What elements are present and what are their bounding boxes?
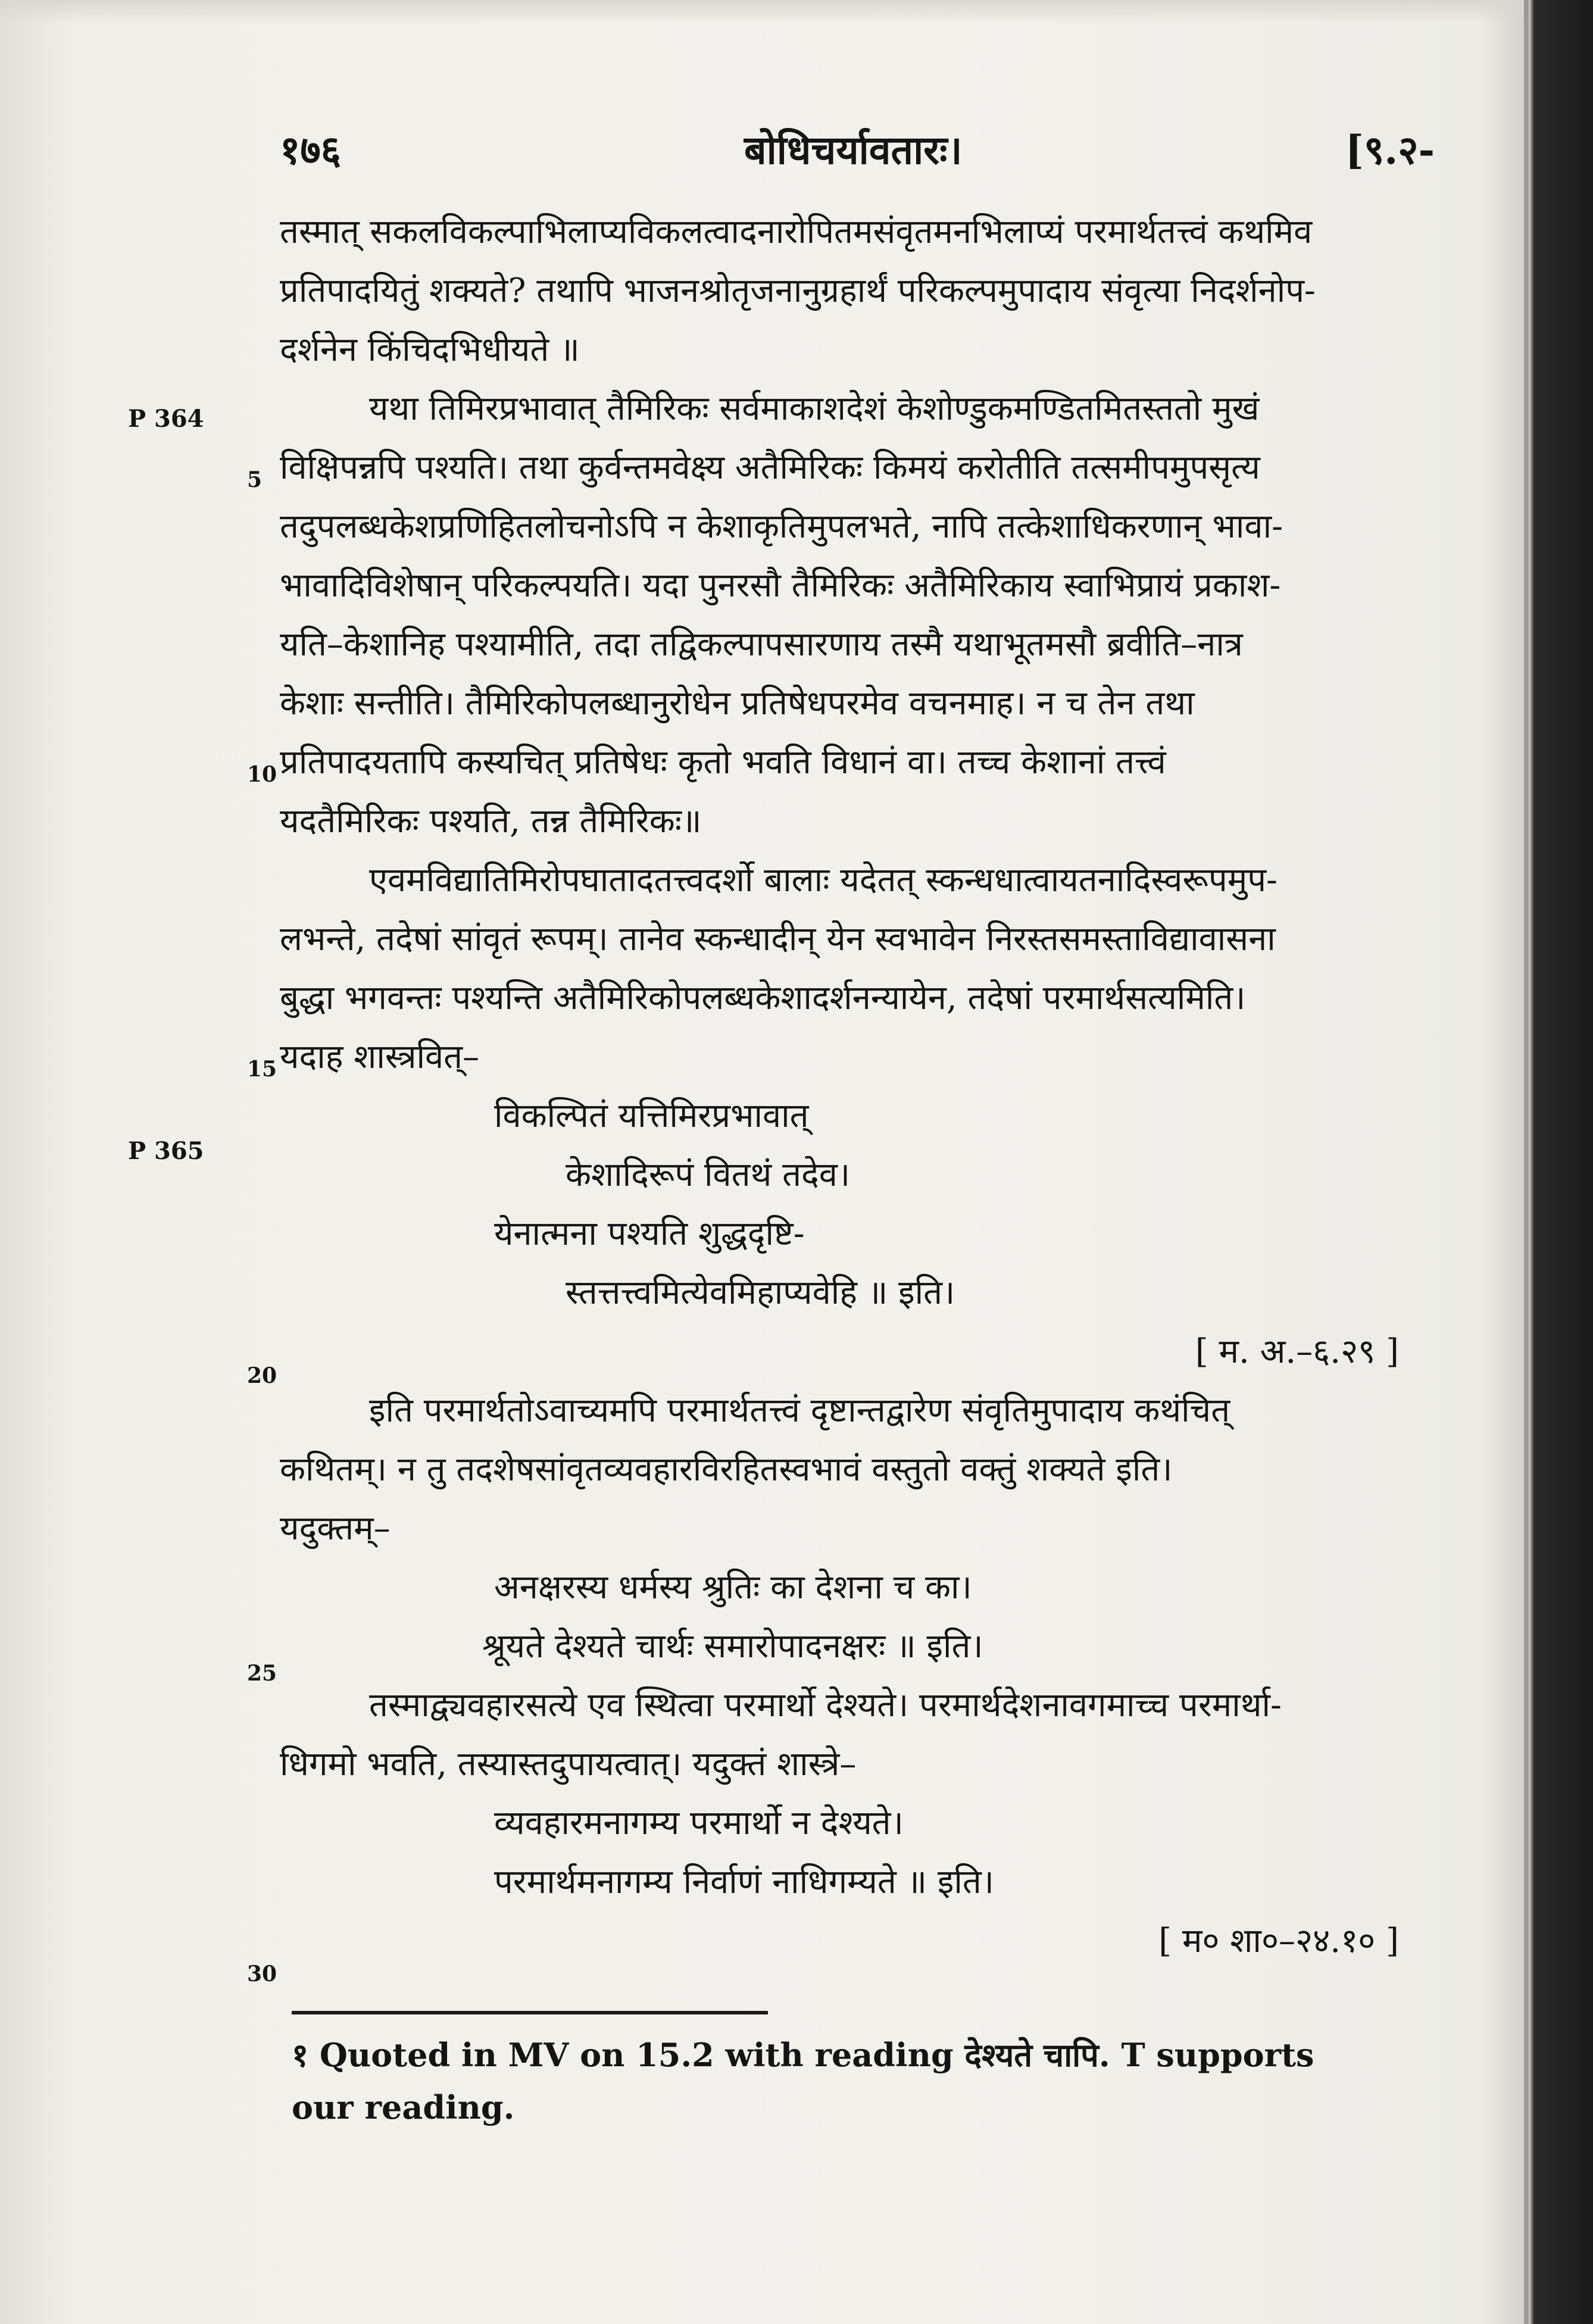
section-reference: [९.२- <box>1345 127 1435 173</box>
text-line: धिगमो भवति, तस्यास्तदुपायत्वात्। यदुक्तं शास्त्रे– <box>280 1745 857 1783</box>
text-line: यति–केशानिह पश्यामीति, तदा तद्विकल्पापसारणाय तस्मै यथाभूतमसौ ब्रवीति–नात्र <box>280 625 1243 664</box>
footnote <box>292 2029 1423 2134</box>
text-line: केशाः सन्तीति। तैमिरिकोपलब्धानुरोधेन प्रतिषेधपरमेव वचनमाह। न च तेन तथा <box>280 684 1195 723</box>
verse-line: अनक्षरस्य धर्मस्य श्रुतिः का देशना च का। <box>494 1568 972 1607</box>
text-line: यदुक्तम्– <box>280 1509 391 1548</box>
verse-line: श्रूयते देश्यते चार्थः समारोपादनक्षरः ॥ इति। <box>482 1627 983 1666</box>
footnote-rule <box>292 2011 768 2014</box>
text-line: बुद्धा भगवन्तः पश्यन्ति अतैमिरिकोपलब्धकेशादर्शनन्यायेन, तदेषां परमार्थसत्यमिति। <box>280 979 1246 1017</box>
text-line: एवमविद्यातिमिरोपघातादतत्त्वदर्शो बालाः यदेतत् स्कन्धधात्वायतनादिस्वरूपमुप- <box>369 861 1277 899</box>
verse-line: केशादिरूपं वितथं तदेव। <box>566 1155 851 1194</box>
line-number-25: 25 <box>247 1661 277 1686</box>
text-line: इति परमार्थतोऽवाच्यमपि परमार्थतत्त्वं दृष्टान्तद्वारेण संवृतिमुपादाय कथंचित् <box>369 1391 1230 1430</box>
verse-line: स्तत्तत्त्वमित्येवमिहाप्यवेहि ॥ इति। <box>566 1273 955 1312</box>
text-line: कथितम्। न तु तदशेषसांवृतव्यवहारविरहितस्वभावं वस्तुतो वक्तुं शक्यते इति। <box>280 1450 1173 1489</box>
page-number: १७६ <box>280 127 341 173</box>
verse-line: विकल्पितं यत्तिमिरप्रभावात् <box>494 1097 809 1135</box>
top-shadow <box>0 0 1524 24</box>
book-spine-edge <box>1524 0 1529 2324</box>
text-line: तस्माद्व्यवहारसत्ये एव स्थित्वा परमार्थो देश्यते। परमार्थदेशनावगमाच्च परमार्था- <box>369 1686 1282 1725</box>
text-line: तस्मात् सकलविकल्पाभिलाप्यविकलत्वादनारोपितमसंवृतमनभिलाप्यं परमार्थतत्त्वं कथमिव <box>280 213 1313 251</box>
text-line: विक्षिपन्नपि पश्यति। तथा कुर्वन्तमवेक्ष्य अतैमिरिकः किमयं करोतीति तत्समीपमुपसृत्य <box>280 448 1260 487</box>
line-number-5: 5 <box>247 467 263 492</box>
line-number-20: 20 <box>247 1363 277 1388</box>
footnote-line: our reading. <box>292 2088 515 2126</box>
text-line: प्रतिपादयतापि कस्यचित् प्रतिषेधः कृतो भवति विधानं वा। तच्च केशानां तत्त्वं <box>280 743 1166 782</box>
text-line: लभन्ते, तदेषां सांवृतं रूपम्। तानेव स्कन्धादीन् येन स्वभावेन निरस्तसमस्ताविद्यावासना <box>280 920 1276 958</box>
text-line: यदतैमिरिकः पश्यति, तन्न तैमिरिकः॥ <box>280 802 702 841</box>
running-head <box>280 122 1435 176</box>
line-number-10: 10 <box>247 762 277 787</box>
line-number-30: 30 <box>247 1961 277 1986</box>
verse-line: येनात्मना पश्यति शुद्धदृष्टि- <box>494 1214 805 1253</box>
text-line: यथा तिमिरप्रभावात् तैमिरिकः सर्वमाकाशदेशं केशोण्डुकमण्डितमितस्ततो मुखं <box>369 389 1260 428</box>
verse-reference: [ म. अ.–६.२९ ] <box>1195 1332 1399 1371</box>
margin-ref-p365: P 365 <box>128 1137 204 1165</box>
verse-line: परमार्थमनागम्य निर्वाणं नाधिगम्यते ॥ इति। <box>494 1863 995 1901</box>
line-number-15: 15 <box>247 1057 277 1082</box>
text-line: भावादिविशेषान् परिकल्पयति। यदा पुनरसौ तैमिरिकः अतैमिरिकाय स्वाभिप्रायं प्रकाश- <box>280 566 1281 605</box>
footnote-line: १ Quoted in MV on 15.2 with reading देश्यते चापि. T supports <box>292 2036 1314 2074</box>
margin-ref-p364: P 364 <box>128 405 204 433</box>
text-line: यदाह शास्त्रवित्– <box>280 1038 480 1076</box>
body-text <box>280 202 1423 1970</box>
text-line: दर्शनेन किंचिदभिधीयते ॥ <box>280 330 580 369</box>
text-line: प्रतिपादयितुं शक्यते? तथापि भाजनश्रोतृजनानुग्रहार्थं परिकल्पमुपादाय संवृत्या निदर्शनोप- <box>280 271 1316 310</box>
verse-reference: [ म० शा०–२४.१० ] <box>1158 1922 1399 1960</box>
verse-line: व्यवहारमनागम्य परमार्थो न देश्यते। <box>494 1804 904 1842</box>
text-line: तदुपलब्धकेशप्रणिहितलोचनोऽपि न केशाकृतिमुपलभते, नापि तत्केशाधिकरणान् भावा- <box>280 507 1283 546</box>
running-title: बोधिचर्यावतारः। <box>744 127 963 173</box>
